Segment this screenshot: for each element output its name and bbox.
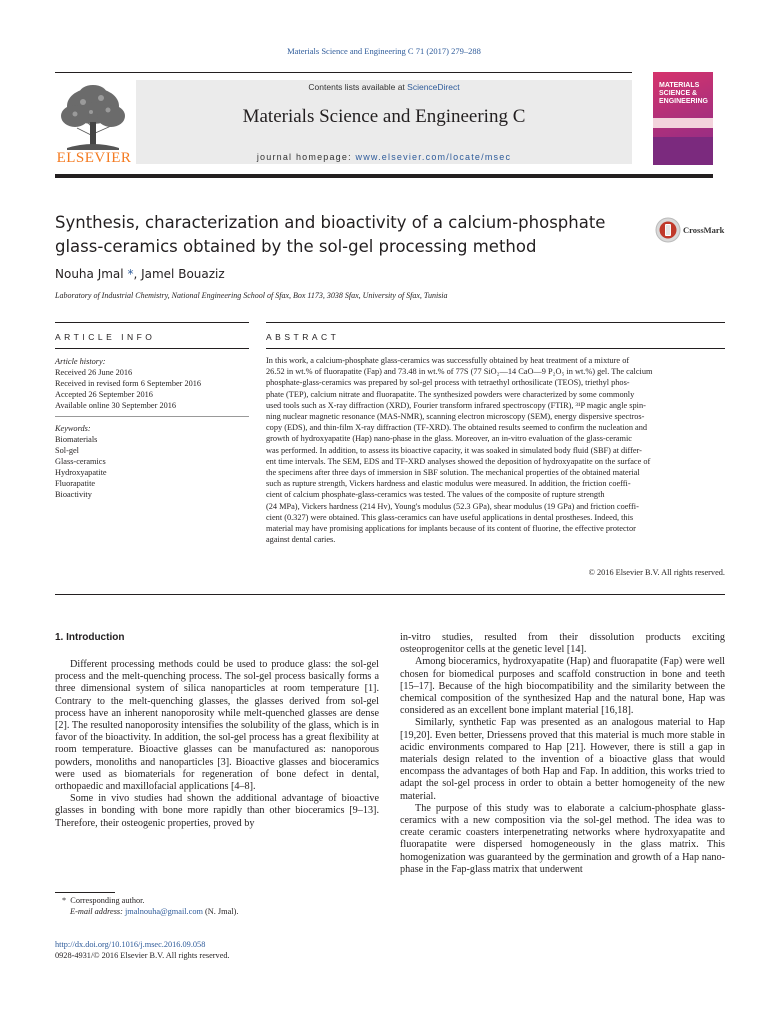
intro-right-column — [400, 632, 725, 876]
cover-bottom — [653, 137, 713, 165]
author-separator: , — [133, 267, 142, 281]
contents-line — [136, 82, 632, 92]
corresponding-author-mark[interactable]: * — [123, 267, 134, 281]
contents-prefix: Contents lists available at — [308, 82, 408, 92]
keyword-item: Bioactivity — [55, 490, 92, 499]
abstract-line: ent time intervals. The SEM, EDS and TF-XRD analyses showed the deposition of hydroxyapatite on the surface of — [266, 456, 651, 466]
keywords — [55, 423, 249, 500]
keyword-item: Hydroxyapatite — [55, 468, 107, 477]
abstract-line: copy (EDS), and thin-film X-ray diffraction (TF-XRD). The obtained results seemed to confirm the nucleation and — [266, 423, 648, 433]
footnote-mark: * — [62, 896, 71, 905]
article-info-subrule — [55, 348, 249, 349]
author-2[interactable]: Jamel Bouaziz — [141, 267, 225, 281]
abstract-line: cient of calcium phosphate-glass-ceramics was tested. The values of the composite of rupture strength — [266, 490, 605, 500]
intro-paragraph: Similarly, synthetic Fap was presented as an analogous material to Hap [19,20]. Even better, Driessens proved that this material is much more stable in acidic environments compared to Hap [21]. However, there is still a gap in materials design related to the invention of a bioactive glass that would encompass the advantages of both Hap and Fap. In addition, this works tried to adapt the sol-gel process in order to obtain a better homogeneity of the new material. — [400, 717, 725, 802]
abstract-line: phate (TEP), calcium nitrate and fluorapatite. The synthesized powders were characterized by some commonly — [266, 389, 635, 399]
article-info-heading: ARTICLE INFO — [55, 332, 156, 342]
keyword-item: Fluorapatite — [55, 479, 96, 488]
homepage-prefix: journal homepage: — [256, 152, 356, 162]
intro-left-column — [55, 659, 379, 830]
footnote-email — [70, 906, 390, 917]
abstract-line: (24 MPa), Vickers hardness (214 Hv), Young's modulus (52.3 GPa), shear modulus (19 GPa) and friction coeffi- — [266, 501, 639, 511]
abstract-line: material may have promising applications for implants because of its content of fluorine, the effective protector — [266, 524, 636, 534]
abstract-subrule — [266, 348, 725, 349]
author-1[interactable]: Nouha Jmal — [55, 267, 124, 281]
cover-band — [653, 118, 713, 128]
intro-paragraph: Some in vivo studies had shown the additional advantage of bioactive glasses in bonding with bone more rapidly than other bioceramics [9–13]. Therefore, their osteogenic properties, proved by — [55, 793, 379, 829]
article-info-rule — [55, 322, 249, 323]
abstract-rule — [266, 322, 725, 323]
keywords-label: Keywords: — [55, 424, 91, 433]
abstract-heading: ABSTRACT — [266, 332, 340, 342]
abstract-line: cient (0.327) were obtained. This glass-ceramics can have useful applications in dental prostheses. Indeed, this — [266, 512, 634, 522]
info-divider — [55, 416, 249, 417]
title-line-2: glass-ceramics obtained by the sol-gel processing method — [55, 237, 537, 256]
journal-cover[interactable] — [653, 72, 713, 165]
history-revised: Received in revised form 6 September 2016 — [55, 379, 202, 388]
issn-line: 0928-4931/© 2016 Elsevier B.V. All rights reserved. — [55, 951, 230, 960]
article-title — [55, 211, 615, 259]
homepage-link[interactable]: www.elsevier.com/locate/msec — [355, 152, 512, 162]
email-label: E-mail address: — [70, 907, 125, 916]
intro-paragraph: Among bioceramics, hydroxyapatite (Hap) and fluorapatite (Fap) were well chosen for biomedical purposes and scaffold construction in bone and teeth [15–17]. Because of the high biocompatibility and the similarity between the chemical composition of the synthesized Hap and the natural bone, Hap was considered as an excellent bone implant material [16,18]. — [400, 656, 725, 717]
introduction-heading: 1. Introduction — [55, 632, 125, 643]
abstract-line: In this work, a calcium-phosphate glass-ceramics was successfully obtained by heat treatment of a mixture of — [266, 356, 630, 365]
authors — [55, 267, 225, 281]
abstract-line: 26.52 in wt.% of fluorapatite (Fap) and 73.48 in wt.% of 77S (77 SiO₂—14 CaO—9 P₂O₅ in wt.%) gel. The calcium — [266, 367, 653, 377]
article-history — [55, 356, 249, 411]
masthead-rule-bottom — [55, 174, 713, 178]
abstract-line: growth of hydroxyapatite (Hap) nano-phase in the glass. Moreover, an in-vitro evaluation of the glass-ceramic — [266, 434, 632, 444]
abstract-line: such as rupture strength, Vickers hardness and elastic modulus were measured. In addition, the friction coeffi- — [266, 479, 631, 489]
crossmark-icon — [655, 217, 681, 243]
doi-link[interactable]: http://dx.doi.org/10.1016/j.msec.2016.09.058 — [55, 940, 206, 949]
crossmark-badge[interactable] — [655, 217, 745, 245]
abstract-line: was performed. In addition, to assess its bioactive capacity, it was soaked in simulated body fluid (SBF) at differ- — [266, 445, 642, 455]
abstract-line: used tools such as X-ray diffraction (XRD), Fourier transform infrared spectroscopy (FTIR), ³¹P magic angle spin- — [266, 400, 646, 410]
keyword-item: Sol-gel — [55, 446, 79, 455]
abstract-line: ning nuclear magnetic resonance (MAS-NMR), scanning electron microscopy (SEM), energy dispersive spectros- — [266, 412, 645, 422]
keyword-item: Glass-ceramics — [55, 457, 106, 466]
abstract-line: phosphate-glass-ceramics was prepared by sol-gel process with tetraethyl orthosilicate (TEOS), triethyl phos- — [266, 378, 630, 388]
affiliation: Laboratory of Industrial Chemistry, National Engineering School of Sfax, Box 1173, 3038 Sfax, University of Sfax, Tunisia — [55, 291, 448, 300]
elsevier-logo-text: ELSEVIER — [56, 150, 132, 166]
title-line-1: Synthesis, characterization and bioactivity of a calcium-phosphate — [55, 213, 606, 232]
intro-paragraph: Different processing methods could be used to produce glass: the sol-gel process and the melt-quenching process. The sol-gel process basically forms a three dimensional system of silica nanoparticles at room temperature [1]. Contrary to the melt-quenching glasses, the glasses derived from sol-gel process have an inherent nanoporosity while melt-quenched glasses are dense [2]. The resulted nanoporosity intensifies the solubility of the glass, which is in favor of the bioactivity. In addition, the sol-gel process has a great flexibility at room temperature. Bioactive glasses can be manufactured as: nanoporous powders, monoliths and nanoparticles [3]. Bioactive glasses and bioceramics were used as biomaterials for regeneration of bone defect in dental, orthopaedic and maxillofacial applications [4–8]. — [55, 659, 379, 793]
history-accepted: Accepted 26 September 2016 — [55, 390, 153, 399]
intro-paragraph: The purpose of this study was to elaborate a calcium-phosphate glass-ceramics with a new composition via the sol-gel method. The idea was to create ceramic coasters interpenetrating networks where hydroxyapatite and fluorapatite were dispersed homogeneously in the glass matrix. This homogenization was guaranteed by the germination and growth of a Hap nano-phase in the Fap-glass matrix that underwent — [400, 802, 725, 875]
crossmark-label: CrossMark — [683, 225, 725, 235]
abstract-bottom-rule — [55, 594, 725, 595]
corresponding-note: Corresponding author. — [70, 896, 145, 905]
keyword-item: Biomaterials — [55, 435, 98, 444]
history-label: Article history: — [55, 357, 106, 366]
email-suffix: (N. Jmal). — [202, 907, 239, 916]
sciencedirect-link[interactable]: ScienceDirect — [407, 82, 460, 92]
abstract-copyright: © 2016 Elsevier B.V. All rights reserved. — [588, 568, 725, 577]
footnote-corresponding — [62, 895, 382, 906]
history-received: Received 26 June 2016 — [55, 368, 133, 377]
abstract-line: the specimens after three days of immersion in SBF solution. The mechanical properties of the obtained material — [266, 468, 640, 478]
journal-title: Materials Science and Engineering C — [242, 106, 526, 127]
homepage-line — [136, 152, 632, 162]
abstract-text — [266, 355, 725, 545]
abstract-line: against dental caries. — [266, 535, 336, 545]
email-link[interactable]: jmalnouha@gmail.com — [125, 907, 203, 916]
journal-reference[interactable]: Materials Science and Engineering C 71 (2017) 279–288 — [287, 46, 481, 56]
intro-paragraph: in-vitro studies, resulted from their dissolution products exciting osteoprogenitor cells at the genetic level [14]. — [400, 632, 725, 656]
cover-title: MATERIALS SCIENCE & ENGINEERING — [659, 82, 709, 105]
footnote-rule — [55, 892, 115, 893]
history-online: Available online 30 September 2016 — [55, 401, 177, 410]
masthead-rule-top — [55, 72, 632, 73]
